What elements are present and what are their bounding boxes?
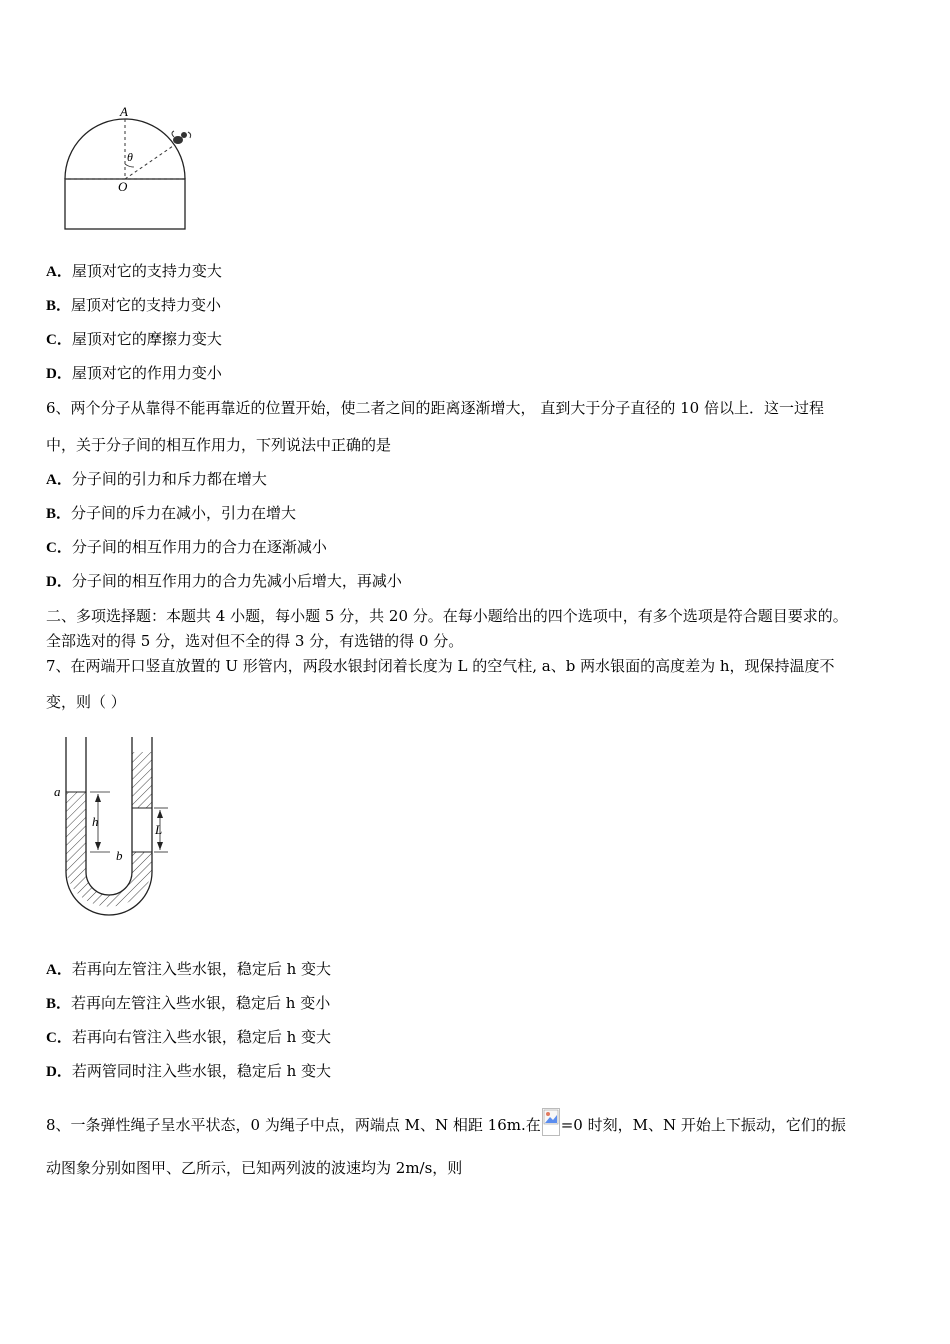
q6-option-b: B．分子间的斥力在减小，引力在增大 — [46, 504, 297, 522]
q5-option-b: B．屋顶对它的支持力变小 — [46, 296, 222, 314]
u-tube-figure — [52, 732, 182, 932]
q6-option-d: D．分子间的相互作用力的合力先减小后增大，再减小 — [46, 572, 402, 590]
q5-option-c: C．屋顶对它的摩擦力变大 — [46, 330, 222, 348]
q6-option-a: A．分子间的引力和斥力都在增大 — [46, 470, 267, 488]
q7-stem-line2: 变，则（ ） — [46, 693, 126, 711]
section2-instructions-line1: 二、多项选择题：本题共 4 小题，每小题 5 分，共 20 分。在每小题给出的四个选项中，有多个选项是符合题目要求的。 — [46, 607, 848, 625]
label-L: L — [155, 822, 163, 837]
q7-option-b: B．若再向左管注入些水银，稳定后 h 变小 — [46, 994, 331, 1012]
label-b: b — [116, 848, 123, 863]
label-A: A — [120, 104, 128, 119]
section2-instructions-line2: 全部选对的得 5 分，选对但不全的得 3 分，有选错的得 0 分。 — [46, 632, 464, 650]
q7-option-c: C．若再向右管注入些水银，稳定后 h 变大 — [46, 1028, 332, 1046]
q8-stem-line2: 动图象分别如图甲、乙所示，已知两列波的波速均为 2m/s，则 — [46, 1159, 463, 1177]
q6-stem-line1: 6、两个分子从靠得不能再靠近的位置开始，使二者之间的距离逐渐增大， 直到大于分子直径的 10 倍以上．这一过程 — [46, 399, 824, 417]
q7-stem-line1: 7、在两端开口竖直放置的 U 形管内，两段水银封闭着长度为 L 的空气柱, a、b 两水银面的高度差为 h，现保持温度不 — [46, 657, 835, 675]
q7-option-a: A．若再向左管注入些水银，稳定后 h 变大 — [46, 960, 332, 978]
q5-option-a: A．屋顶对它的支持力变大 — [46, 262, 222, 280]
label-a: a — [54, 784, 61, 799]
q6-stem-line2: 中，关于分子间的相互作用力，下列说法中正确的是 — [46, 436, 392, 454]
q6-option-c: C．分子间的相互作用力的合力在逐渐减小 — [46, 538, 327, 556]
dome-roof-figure — [60, 104, 200, 232]
label-O: O — [118, 179, 128, 194]
q5-option-d: D．屋顶对它的作用力变小 — [46, 364, 222, 382]
broken-image-icon — [542, 1108, 560, 1136]
q7-option-d: D．若两管同时注入些水银，稳定后 h 变大 — [46, 1062, 332, 1080]
animal-icon — [172, 131, 191, 144]
q8-stem-line1: 8、一条弹性绳子呈水平状态，0 为绳子中点，两端点 M、N 相距 16m.在 =0 时刻，M、N 开始上下振动，它们的振 — [46, 1108, 846, 1136]
label-theta: θ — [127, 150, 133, 164]
label-h: h — [92, 814, 99, 829]
